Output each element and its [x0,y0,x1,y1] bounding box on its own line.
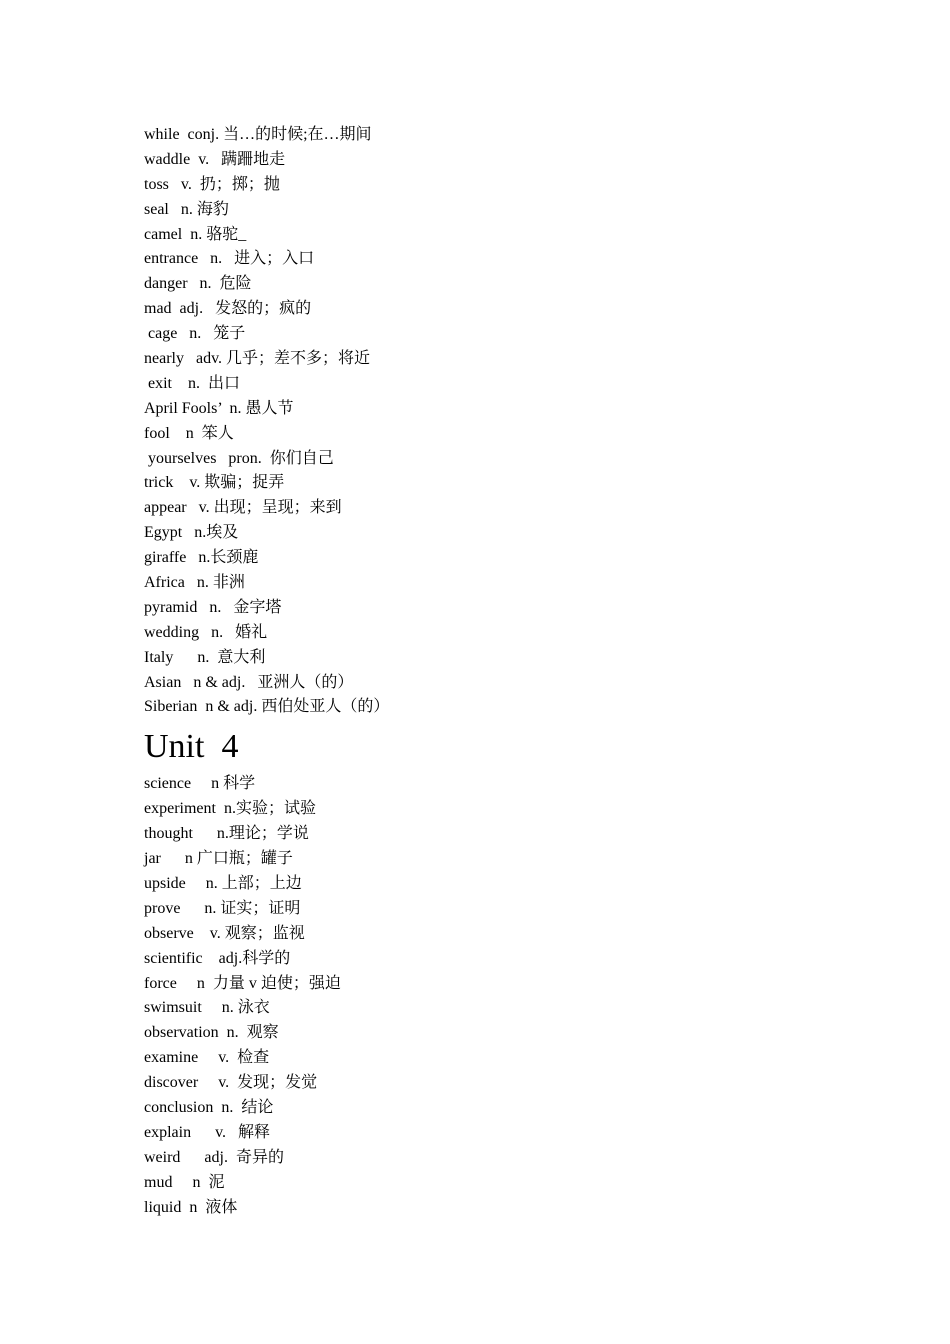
word-entry: thought n.理论；学说 [144,825,309,843]
word-entry: weird adj. 奇异的 [144,1148,284,1166]
word-entry: swimsuit n. 泳衣 [144,999,270,1017]
word-entry: Italy n. 意大利 [144,648,266,666]
word-entry: observation n. 观察 [144,1024,279,1042]
word-entry: entrance n. 进入；入口 [144,250,315,268]
word-entry: Asian n & adj. 亚洲人（的） [144,673,354,691]
word-entry: scientific adj.科学的 [144,949,291,967]
word-entry: mud n 泥 [144,1173,225,1191]
word-entry: upside n. 上部；上边 [144,874,302,892]
word-entry: seal n. 海豹 [144,200,229,218]
word-entry: Egypt n.埃及 [144,524,239,542]
word-entry: science n 科学 [144,775,256,793]
word-entry: danger n. 危险 [144,275,252,293]
vocabulary-page [144,123,844,1220]
word-entry: Africa n. 非洲 [144,574,245,592]
word-entry: explain v. 解释 [144,1123,271,1141]
word-entry: pyramid n. 金字塔 [144,598,282,616]
word-entry: prove n. 证实；证明 [144,899,301,917]
word-entry: discover v. 发现；发觉 [144,1074,318,1092]
word-entry: appear v. 出现；呈现；来到 [144,499,342,517]
word-entry: yourselves pron. 你们自己 [144,449,334,467]
unit3-word-list [144,123,844,720]
word-entry: trick v. 欺骗；捉弄 [144,474,285,492]
word-entry: April Fools’ n. 愚人节 [144,399,294,417]
unit4-heading: Unit 4 [144,728,239,766]
word-entry: cage n. 笼子 [144,325,246,343]
word-entry: observe v. 观察；监视 [144,924,305,942]
unit4-word-list [144,772,844,1220]
word-entry: fool n 笨人 [144,424,234,442]
word-entry: wedding n. 婚礼 [144,623,268,641]
word-entry: exit n. 出口 [144,374,240,392]
word-entry: force n 力量 v 迫使；强迫 [144,974,341,992]
word-entry: giraffe n.长颈鹿 [144,549,259,567]
word-entry: toss v. 扔；掷；抛 [144,175,280,193]
word-entry: while conj. 当…的时候;在…期间 [144,126,372,143]
word-entry: nearly adv. 几乎；差不多；将近 [144,350,371,368]
word-entry: camel n. 骆驼_ [144,225,247,243]
word-entry: mad adj. 发怒的；疯的 [144,300,312,318]
word-entry: liquid n 液体 [144,1198,238,1216]
word-entry: waddle v. 蹒跚地走 [144,150,286,168]
word-entry: conclusion n. 结论 [144,1098,274,1116]
word-entry: examine v. 检查 [144,1049,270,1067]
word-entry: Siberian n & adj. 西伯处亚人（的） [144,698,390,716]
word-entry: jar n 广口瓶；罐子 [144,850,293,868]
word-entry: experiment n.实验；试验 [144,800,316,818]
